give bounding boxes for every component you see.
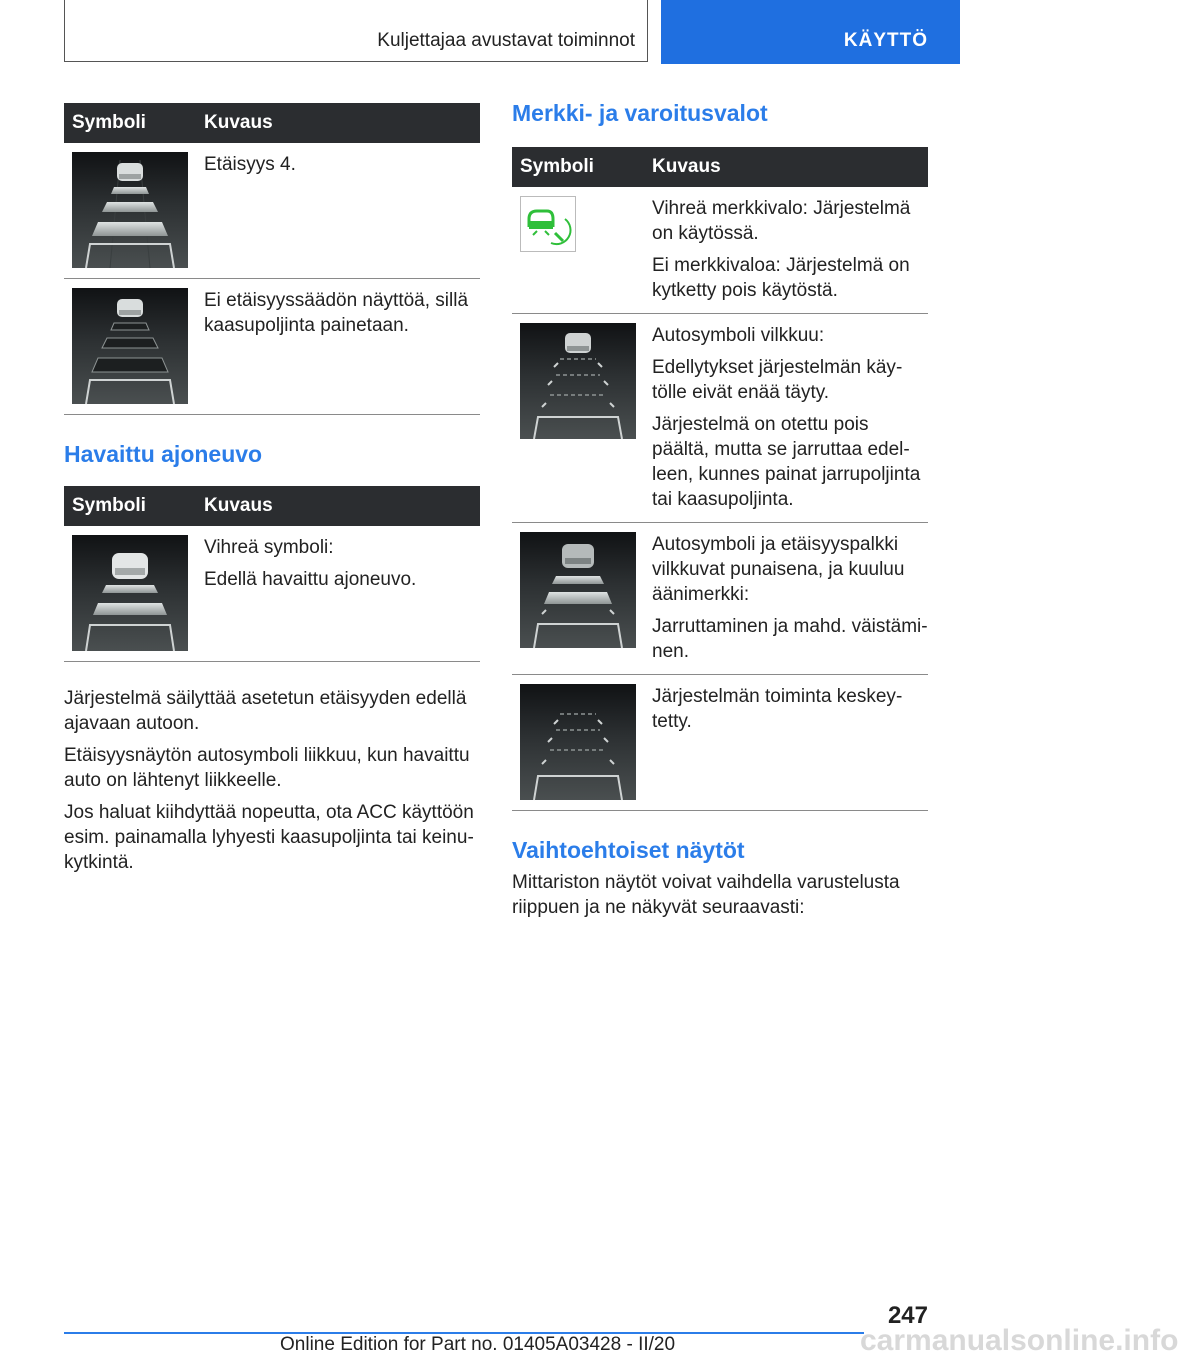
detected-vehicle-table <box>64 486 480 662</box>
row-description: Vihreä merkkivalo: Järjestelmä on käytössä. <box>652 198 911 244</box>
system-interrupted-display-image <box>520 684 636 800</box>
section-title-detected-vehicle: Havaittu ajoneuvo <box>64 441 263 467</box>
green-acc-indicator-icon <box>520 196 576 252</box>
row-description: Järjestelmä on otettu pois päältä, mutta se jarruttaa edelleen, kunnes painat jarrupoljinta tai kaasupoljinta. <box>652 414 921 510</box>
header-section-label: KÄYTTÖ <box>843 30 928 51</box>
row-description: Ei merkkivaloa: Järjestelmä on kytketty pois käytöstä. <box>652 255 910 301</box>
page-number: 247 <box>887 1302 928 1329</box>
table-header-description: Kuvaus <box>644 147 928 187</box>
table-row <box>512 314 928 523</box>
header-title-box <box>64 0 648 62</box>
row-description: Jarruttaminen ja mahd. väistäminen. <box>652 616 928 662</box>
acc-body-text <box>64 686 480 875</box>
row-description: Ei etäisyyssäädön näyttöä, sillä kaasupoljinta painetaan. <box>204 290 469 336</box>
section-title-alternative-displays: Vaihtoehtoiset näytöt <box>512 837 745 863</box>
table-header-symbol: Symboli <box>512 147 644 187</box>
table-header-description: Kuvaus <box>196 486 480 526</box>
table-row <box>512 523 928 675</box>
row-description: Vihreä symboli: <box>204 537 334 558</box>
accelerator-pressed-display-image <box>72 288 188 404</box>
distance-4-display-image <box>72 152 188 268</box>
header-section-tab <box>661 0 960 64</box>
table-row <box>64 279 480 415</box>
header-chapter-title: Kuljettajaa avustavat toiminnot <box>377 30 635 51</box>
row-description: Edellytykset järjestelmän käytölle eivät enää täyty. <box>652 357 903 403</box>
row-description: Autosymboli ja etäisyyspalkki vilkkuvat punaisena, ja kuuluu äänimerkki: <box>652 534 905 605</box>
paragraph: Järjestelmä säilyttää asetetun etäisyyden edellä ajavaan autoon. <box>64 688 467 734</box>
row-description: Autosymboli vilkkuu: <box>652 325 825 346</box>
row-description: Edellä havaittu ajoneuvo. <box>204 569 417 590</box>
alternative-displays-text <box>512 870 928 920</box>
car-and-distance-bar-flashing-display-image <box>520 532 636 648</box>
left-column <box>64 103 480 882</box>
right-column <box>512 100 928 927</box>
paragraph: Etäisyysnäytön autosymboli liikkuu, kun havaittu auto on lähtenyt liikkeelle. <box>64 745 470 791</box>
indicator-lights-table <box>512 147 928 811</box>
watermark: carmanualsonline.info <box>860 1324 1178 1357</box>
table-row <box>512 187 928 314</box>
table-row <box>512 675 928 811</box>
table-header-symbol: Symboli <box>64 486 196 526</box>
table-row <box>64 526 480 662</box>
section-title-indicator-lights: Merkki- ja varoitusvalot <box>512 100 768 126</box>
distance-symbol-table <box>64 103 480 415</box>
detected-vehicle-display-image <box>72 535 188 651</box>
footer-edition: Online Edition for Part no. 01405A03428 - II/20 <box>280 1334 676 1355</box>
row-description: Järjestelmän toiminta keskeytetty. <box>652 686 903 732</box>
table-header-description: Kuvaus <box>196 103 480 143</box>
car-symbol-flashing-display-image <box>520 323 636 439</box>
table-header-symbol: Symboli <box>64 103 196 143</box>
row-description: Etäisyys 4. <box>204 154 296 175</box>
paragraph: Jos haluat kiihdyttää nopeutta, ota ACC käyttöön esim. painamalla lyhyesti kaasupoljinta tai keinukytkintä. <box>64 802 474 873</box>
paragraph: Mittariston näytöt voivat vaihdella varustelusta riippuen ja ne näkyvät seuraavasti: <box>512 872 900 918</box>
table-row <box>64 143 480 279</box>
